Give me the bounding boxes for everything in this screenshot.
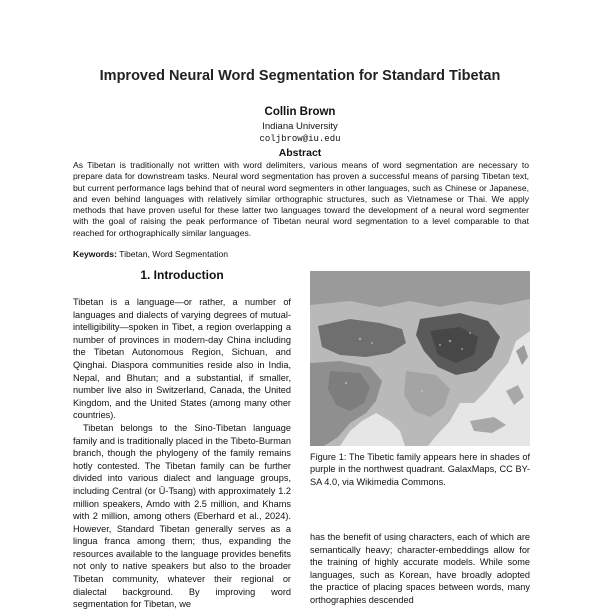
left-column [73,296,291,611]
right-paragraph-1: has the benefit of using characters, each of which are semantically heavy; character-embeddings allow for the training of highly accurate models. While some languages, such as Korean, have broadly adopted the practice of placing spaces between words, many orthographies descended [310,532,530,605]
intro-paragraph-2: Tibetan belongs to the Sino-Tibetan language family and is traditionally placed in the Tibeto-Burman branch, though the phylogeny of the family remains hotly contested. The Tibetan family can be further divided into various dialect and language groups, including Central (or Ü-Tsang) with approximately 1.2 million speakers, Amdo with 2.5 million, and Khams with 2 million, among others (Eberhard et al., 2024). However, Standard Tibetan generally serves as a lingua franca among them; thus, expanding the resources available to the language provides benefits not only to native speakers but also to the broader Tibetan community, whatever their regional or dialectal background. By improving word segmentation for Tibetan, we [73,422,291,610]
language-map-image [310,271,530,446]
author-affiliation: Indiana University [262,121,338,132]
keywords-label: Keywords: [73,249,117,259]
figure-caption: Figure 1: The Tibetic family appears here in shades of purple in the northwest quadrant. GalaxMaps, CC BY-SA 4.0, via Wikimedia Commons. [310,452,530,487]
paper-title: Improved Neural Word Segmentation for Standard Tibetan [99,68,501,84]
figure-map [310,271,530,446]
right-column [310,531,530,607]
abstract-text: As Tibetan is traditionally not written with word delimiters, various means of word segmentation are necessary to prepare data for downstream tasks. Neural word segmentation has proven a successful means of parsing Tibetan text, but current performance lags behind that of neural word segmenters in other languages, such as Chinese or Japanese, and even behind languages with relatively similar orthographic structures, such as Vietnamese or Thai. We apply methods that have proven useful for these latter two languages toward the development of a neural word segmenter with the goal of raising the peak performance of Tibetan neural word segmentation to a level comparable to that reached for orthographically similar languages. [73,160,529,238]
author-name: Collin Brown [264,106,336,118]
keywords-value: Tibetan, Word Segmentation [119,249,229,259]
intro-paragraph-1: Tibetan is a language—or rather, a number of languages and dialects of varying degrees of mutual-intelligibility—spoken in Tibet, a region overlapping a number of provinces in modern-day China including the Tibetan Autonomous Region, Sichuan, and Qinghai. Diaspora communities reside also in India, Nepal, and Bhutan; and a substantial, if smaller, number live also in Switzerland, Canada, the United Kingdom, and the United States (among many other countries). [73,297,291,421]
section-heading-introduction: 1. Introduction [140,268,224,282]
keywords-line [73,249,228,259]
abstract-heading: Abstract [278,147,322,159]
author-email[interactable]: coljbrow@iu.edu [259,134,341,144]
